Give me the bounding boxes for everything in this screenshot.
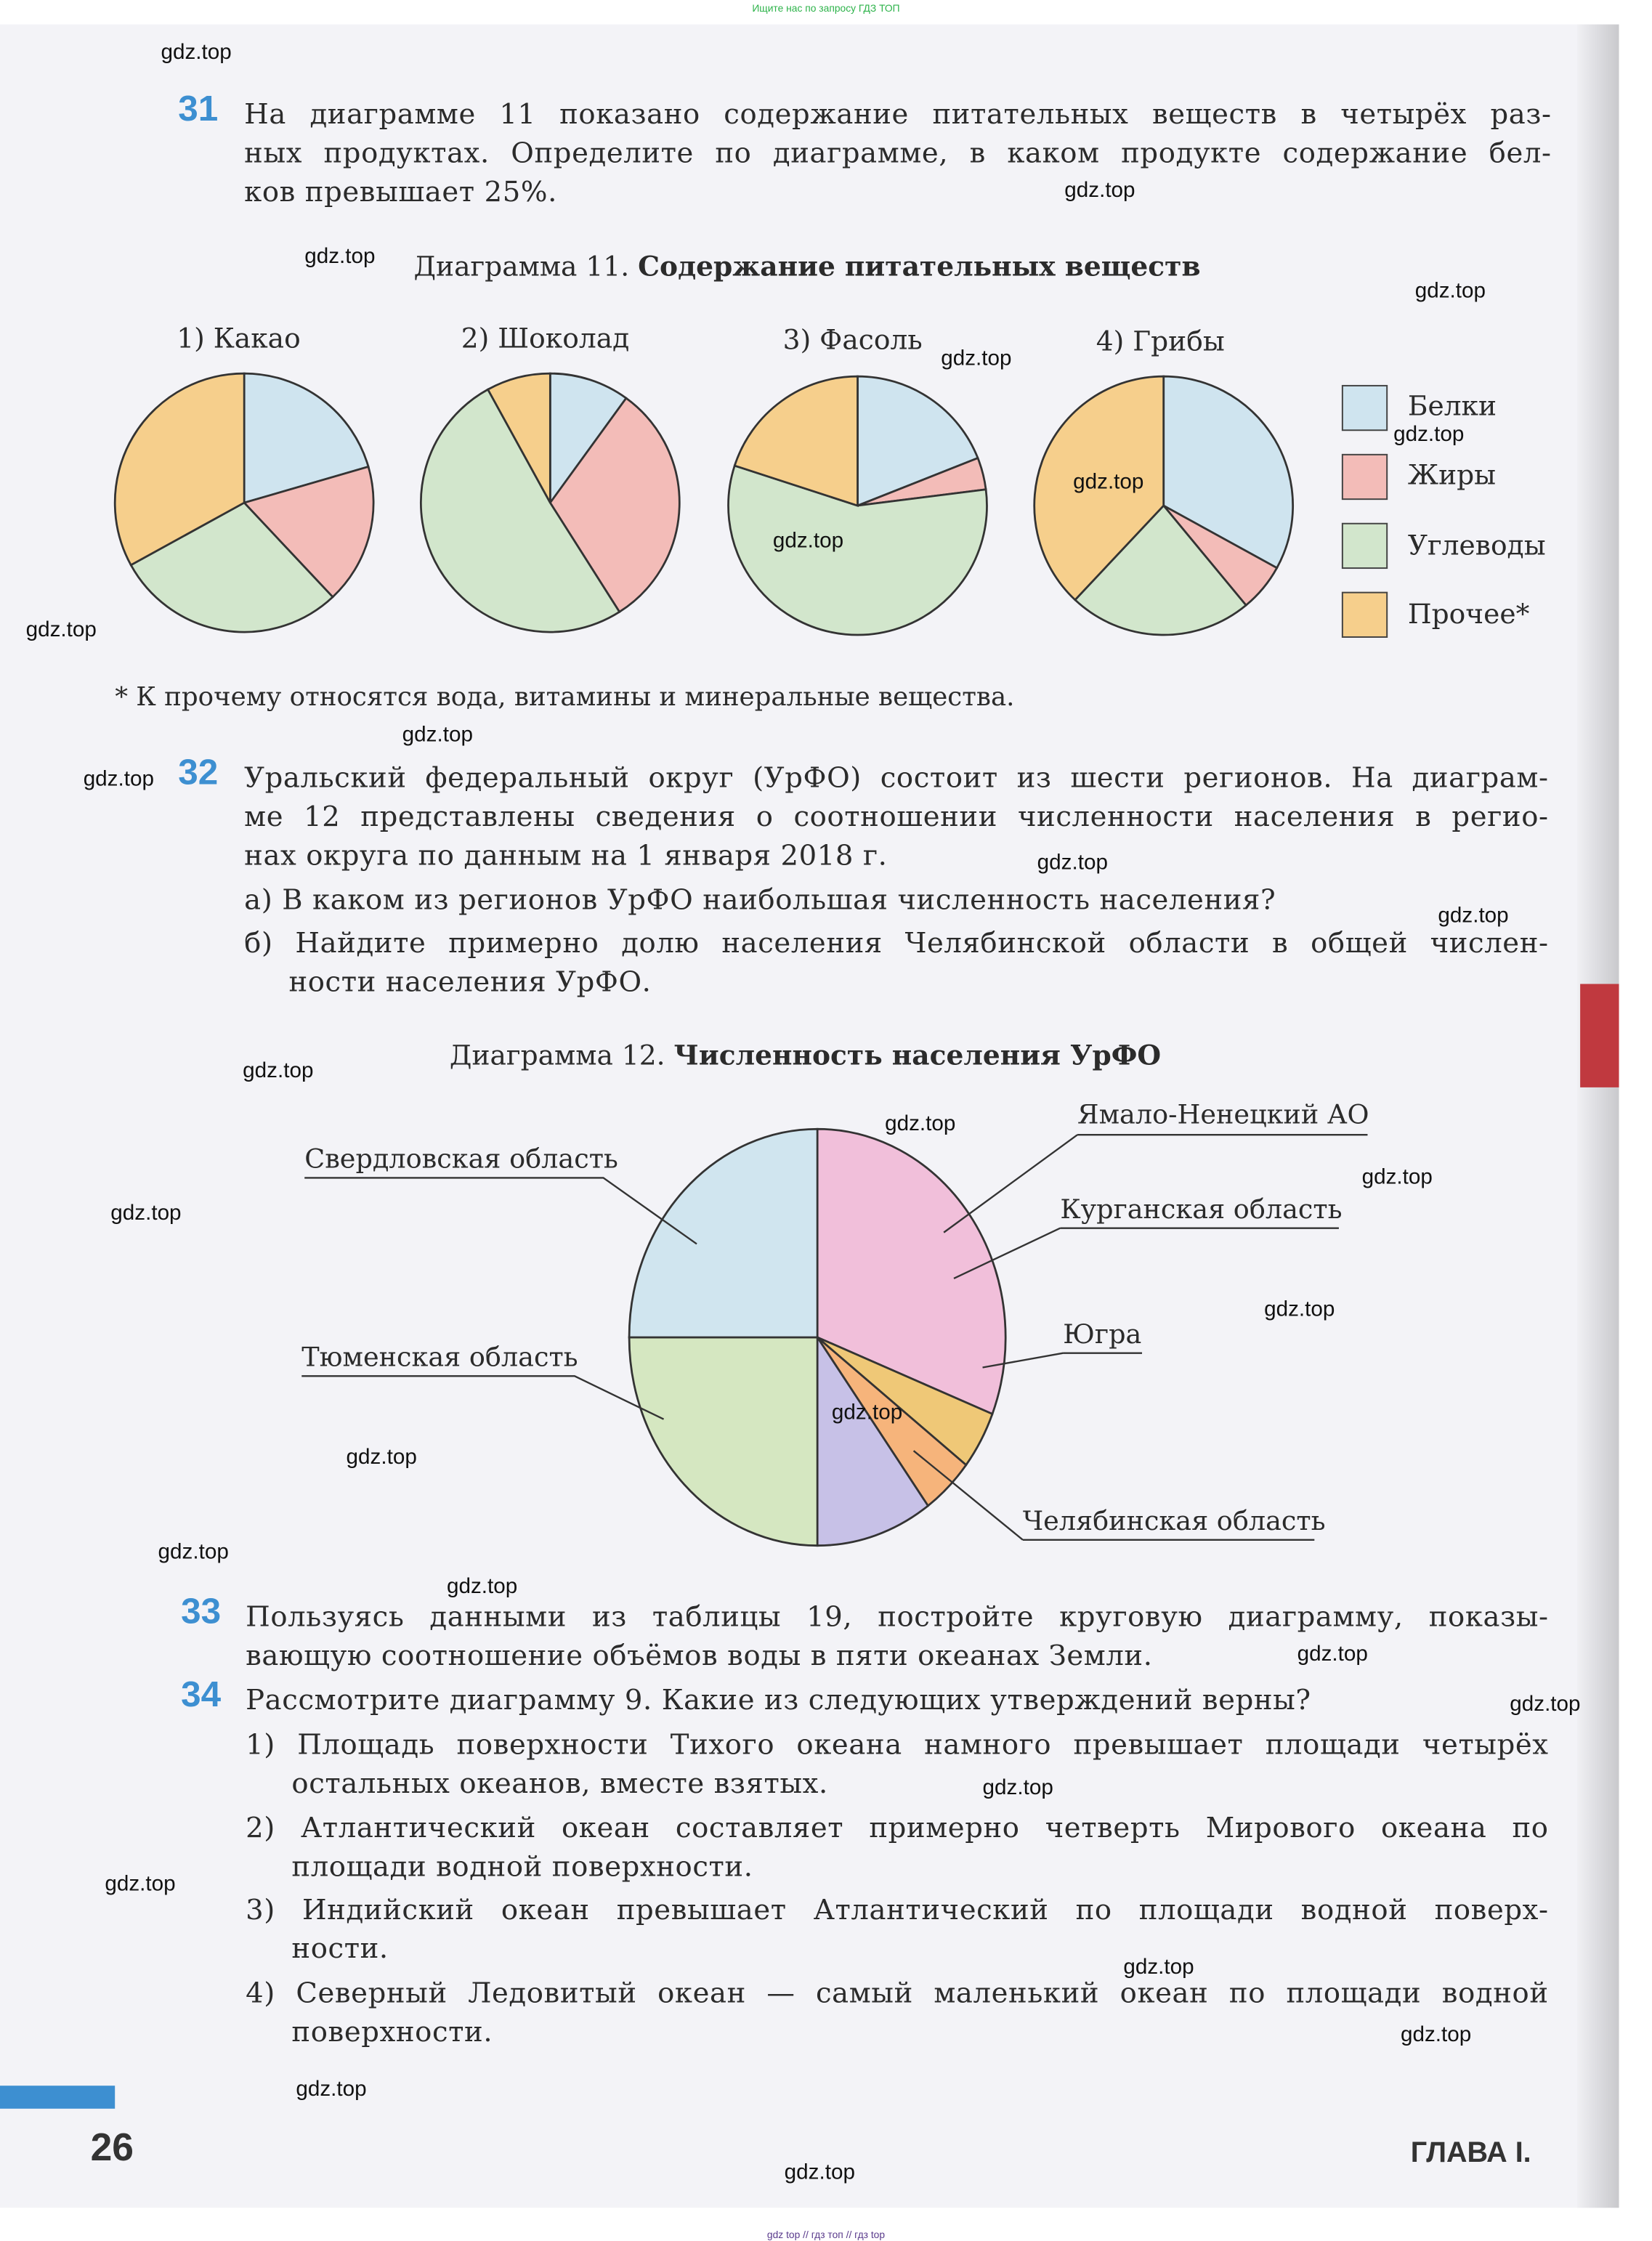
watermark: gdz.top: [885, 1111, 956, 1137]
task34-item-1-cont: остальных океанов, вместе взятых.: [291, 1767, 828, 1800]
task-number-34: 34: [181, 1674, 222, 1716]
task34-item-3-cont: ности.: [291, 1932, 389, 1966]
diagram12-title-main: Численность населения УрФО: [673, 1040, 1162, 1072]
task-number-31: 31: [178, 89, 219, 129]
task32-line: Уральский федеральный округ (УрФО) состоит из шести регионов. На диаграм-: [244, 761, 1549, 795]
watermark: gdz.top: [402, 722, 473, 747]
label-kurgan: Курганская область: [1060, 1195, 1343, 1225]
task32-question-b: б) Найдите примерно долю населения Челябинской области в общей числен-: [244, 926, 1549, 960]
task33-line: вающую соотношение объёмов воды в пяти океанах Земли.: [246, 1639, 1153, 1672]
watermark: gdz.top: [1438, 903, 1509, 928]
task31-line: ков превышает 25%.: [244, 175, 557, 208]
watermark: gdz.top: [110, 1201, 182, 1225]
watermark: gdz.top: [1264, 1297, 1335, 1322]
legend-label-proteins: Белки: [1407, 390, 1497, 423]
watermark: gdz.top: [1510, 1692, 1581, 1717]
leader-tyumen: [301, 1376, 663, 1419]
diagram12-slices: [629, 1129, 1005, 1545]
task34-intro: Рассмотрите диаграмму 9. Какие из следующих утверждений верны?: [246, 1683, 1311, 1717]
legend-label-carbs: Углеводы: [1407, 530, 1546, 562]
label-yugra: Югра: [1063, 1320, 1142, 1350]
legend-label-other: Прочее*: [1407, 599, 1530, 631]
diagram11-title-main: Содержание питательных веществ: [638, 251, 1201, 283]
watermark: gdz.top: [304, 244, 376, 269]
watermark: gdz.top: [83, 766, 155, 792]
watermark: gdz.top: [446, 1574, 518, 1599]
label-chelyabinsk: Челябинская область: [1022, 1507, 1326, 1537]
watermark: gdz.top: [1400, 2022, 1472, 2047]
pie-label-mushrooms: 4) Грибы: [1096, 325, 1225, 358]
watermark: gdz.top: [982, 1775, 1053, 1800]
watermark: gdz.top: [1297, 1642, 1368, 1666]
diagram12-title-prefix: Диаграмма 12.: [449, 1040, 665, 1072]
task32-question-a: а) В каком из регионов УрФО наибольшая численность населения?: [244, 883, 1276, 917]
task-number-32: 32: [178, 753, 219, 793]
task31-line: На диаграмме 11 показано содержание питательных веществ в четырёх раз-: [244, 97, 1552, 131]
pie12-slice-tyumen: [629, 1129, 817, 1337]
task31-line: ных продуктах. Определите по диаграмме, в каком продукте содержание бел-: [244, 136, 1552, 170]
task34-item-2-cont: площади водной поверхности.: [291, 1849, 753, 1884]
watermark: gdz.top: [161, 40, 232, 65]
page-number: 26: [90, 2125, 134, 2169]
watermark: gdz.top: [784, 2160, 855, 2185]
leader-kurgan: [954, 1228, 1339, 1278]
pie12-slice-chelyabinsk: [629, 1337, 817, 1546]
leader-sverdlovsk: [304, 1178, 697, 1244]
watermark: gdz.top: [1073, 469, 1144, 495]
watermark: gdz.top: [772, 528, 844, 554]
watermark: gdz.top: [1414, 278, 1486, 304]
footer-banner: gdz top // гдз топ // гдз top: [766, 2230, 886, 2241]
watermark: gdz.top: [1361, 1164, 1433, 1190]
watermark: gdz.top: [158, 1539, 229, 1565]
label-yamal: Ямало-Ненецкий АО: [1077, 1100, 1369, 1131]
label-tyumen: Тюменская область: [301, 1342, 578, 1374]
chapter-label: ГЛАВА I.: [1410, 2137, 1531, 2169]
task32-line: нах округа по данным на 1 января 2018 г.: [244, 838, 888, 872]
task-number-33: 33: [181, 1591, 222, 1632]
watermark: gdz.top: [346, 1445, 417, 1470]
watermark: gdz.top: [105, 1871, 176, 1897]
task32-line: ме 12 представлены сведения о соотношении численности населения в регио-: [244, 800, 1549, 833]
diagram11-title-prefix: Диаграмма 11.: [413, 251, 630, 283]
task34-item-1: 1) Площадь поверхности Тихого океана намного превышает площади четырёх: [246, 1727, 1549, 1762]
legend-label-fats: Жиры: [1407, 459, 1497, 492]
watermark: gdz.top: [296, 2077, 367, 2102]
watermark: gdz.top: [831, 1400, 903, 1425]
task34-item-2: 2) Атлантический океан составляет примерно четверть Мирового океана по: [246, 1811, 1549, 1844]
watermark: gdz.top: [25, 617, 97, 642]
pie-label-cocoa: 1) Какао: [177, 323, 301, 355]
pie-label-beans: 3) Фасоль: [782, 324, 923, 357]
task34-item-4: 4) Северный Ледовитый океан — самый маленький океан по площади водной: [246, 1976, 1549, 2010]
page-accent-bar: [0, 2086, 115, 2109]
watermark: gdz.top: [243, 1058, 314, 1083]
watermark: gdz.top: [1064, 178, 1135, 203]
label-sverdlovsk: Свердловская область: [304, 1144, 618, 1175]
pie-label-chocolate: 2) Шоколад: [461, 323, 630, 355]
task34-item-4-cont: поверхности.: [291, 2015, 493, 2048]
watermark: gdz.top: [941, 346, 1012, 371]
task34-item-3: 3) Индийский океан превышает Атлантический по площади водной поверх-: [246, 1893, 1549, 1926]
task33-line: Пользуясь данными из таблицы 19, постройте круговую диаграмму, показы-: [246, 1600, 1549, 1634]
task32-question-b-cont: ности населения УрФО.: [288, 965, 652, 999]
watermark: gdz.top: [1393, 422, 1465, 447]
diagram11-footnote: * К прочему относятся вода, витамины и минеральные вещества.: [115, 682, 1015, 713]
watermark: gdz.top: [1037, 850, 1109, 875]
watermark: gdz.top: [1123, 1955, 1194, 1979]
leader-yugra: [983, 1353, 1142, 1368]
top-banner: Ищите нас по запросу ГДЗ ТОП: [752, 4, 900, 15]
